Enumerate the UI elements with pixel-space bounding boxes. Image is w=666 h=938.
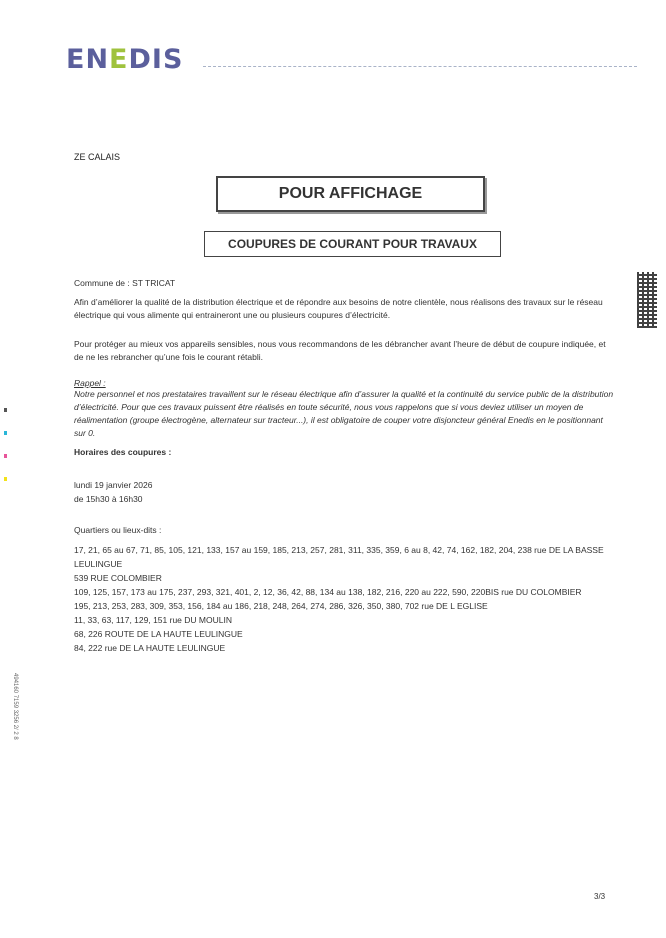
- side-code: 494160 7159 3256 2/ 2 8: [12, 673, 18, 740]
- logo-text-right: DIS: [128, 44, 184, 75]
- logo-text-left: EN: [66, 44, 110, 75]
- main-title: POUR AFFICHAGE: [278, 185, 423, 202]
- print-mark-gray: [4, 408, 7, 412]
- address-item: 195, 213, 253, 283, 309, 353, 156, 184 au 186, 218, 248, 264, 274, 286, 326, 350, 380, 702 rue DE L EGLISE: [74, 601, 488, 611]
- enedis-logo: [66, 44, 183, 75]
- advice-paragraph: Pour protéger au mieux vos appareils sensibles, nous vous recommandons de les débrancher avant l’heure de début de coupure indiquée, et de ne les rebrancher qu’une fois le courant rétabli.: [74, 339, 606, 362]
- address-item: 84, 222 rue DE LA HAUTE LEULINGUE: [74, 643, 226, 653]
- address-list: [74, 543, 614, 655]
- address-item: 68, 226 ROUTE DE LA HAUTE LEULINGUE: [74, 629, 243, 639]
- main-title-box: [216, 176, 485, 212]
- horaires-label: Horaires des coupures :: [74, 447, 172, 457]
- address-item: 17, 21, 65 au 67, 71, 85, 105, 121, 133, 157 au 159, 185, 213, 257, 281, 311, 335, 359, 6 au 8, 42, 74, 162, 182, 204, 238 rue DE LA BASSE LEULINGUE: [74, 545, 604, 569]
- logo-divider: [203, 66, 637, 67]
- sub-title: COUPURES DE COURANT POUR TRAVAUX: [228, 237, 477, 251]
- page-number: 3/3: [594, 892, 606, 901]
- commune-line: Commune de : ST TRICAT: [74, 278, 176, 288]
- rappel-label: Rappel :: [74, 378, 106, 388]
- logo-text-mid: E: [109, 44, 129, 75]
- address-item: 109, 125, 157, 173 au 175, 237, 293, 321, 401, 2, 12, 36, 42, 88, 134 au 138, 182, 216, 220 au 222, 590, 220BIS rue DU COLOMBIER: [74, 587, 582, 597]
- print-mark-magenta: [4, 454, 7, 458]
- rappel-paragraph: Notre personnel et nos prestataires travaillent sur le réseau électrique afin d’assurer la qualité et la continuité du service public de la distribution d’électricité. Pour que ces travaux puissent être réalisés en toute sécurité, nous vous rappelons que si vous deviez utiliser un moyen de réalimentation (groupe électrogène, alternateur sur tracteur...), il est obligatoire de couper votre disjoncteur général Enedis en le positionnant sur 0.: [74, 389, 614, 438]
- cut-time: de 15h30 à 16h30: [74, 494, 143, 504]
- zone-label: ZE CALAIS: [74, 152, 121, 162]
- sub-title-box: [204, 231, 501, 257]
- quartiers-label: Quartiers ou lieux-dits :: [74, 525, 162, 535]
- intro-paragraph: Afin d’améliorer la qualité de la distribution électrique et de répondre aux besoins de notre clientèle, nous réalisons des travaux sur le réseau électrique qui vous alimente qui entraineront une ou plusieurs coupures d’électricité.: [74, 297, 603, 320]
- address-item: 11, 33, 63, 117, 129, 151 rue DU MOULIN: [74, 615, 232, 625]
- print-mark-cyan: [4, 431, 7, 435]
- address-item: 539 RUE COLOMBIER: [74, 573, 162, 583]
- qr-code: [637, 272, 657, 328]
- cut-date: lundi 19 janvier 2026: [74, 480, 153, 490]
- print-mark-yellow: [4, 477, 7, 481]
